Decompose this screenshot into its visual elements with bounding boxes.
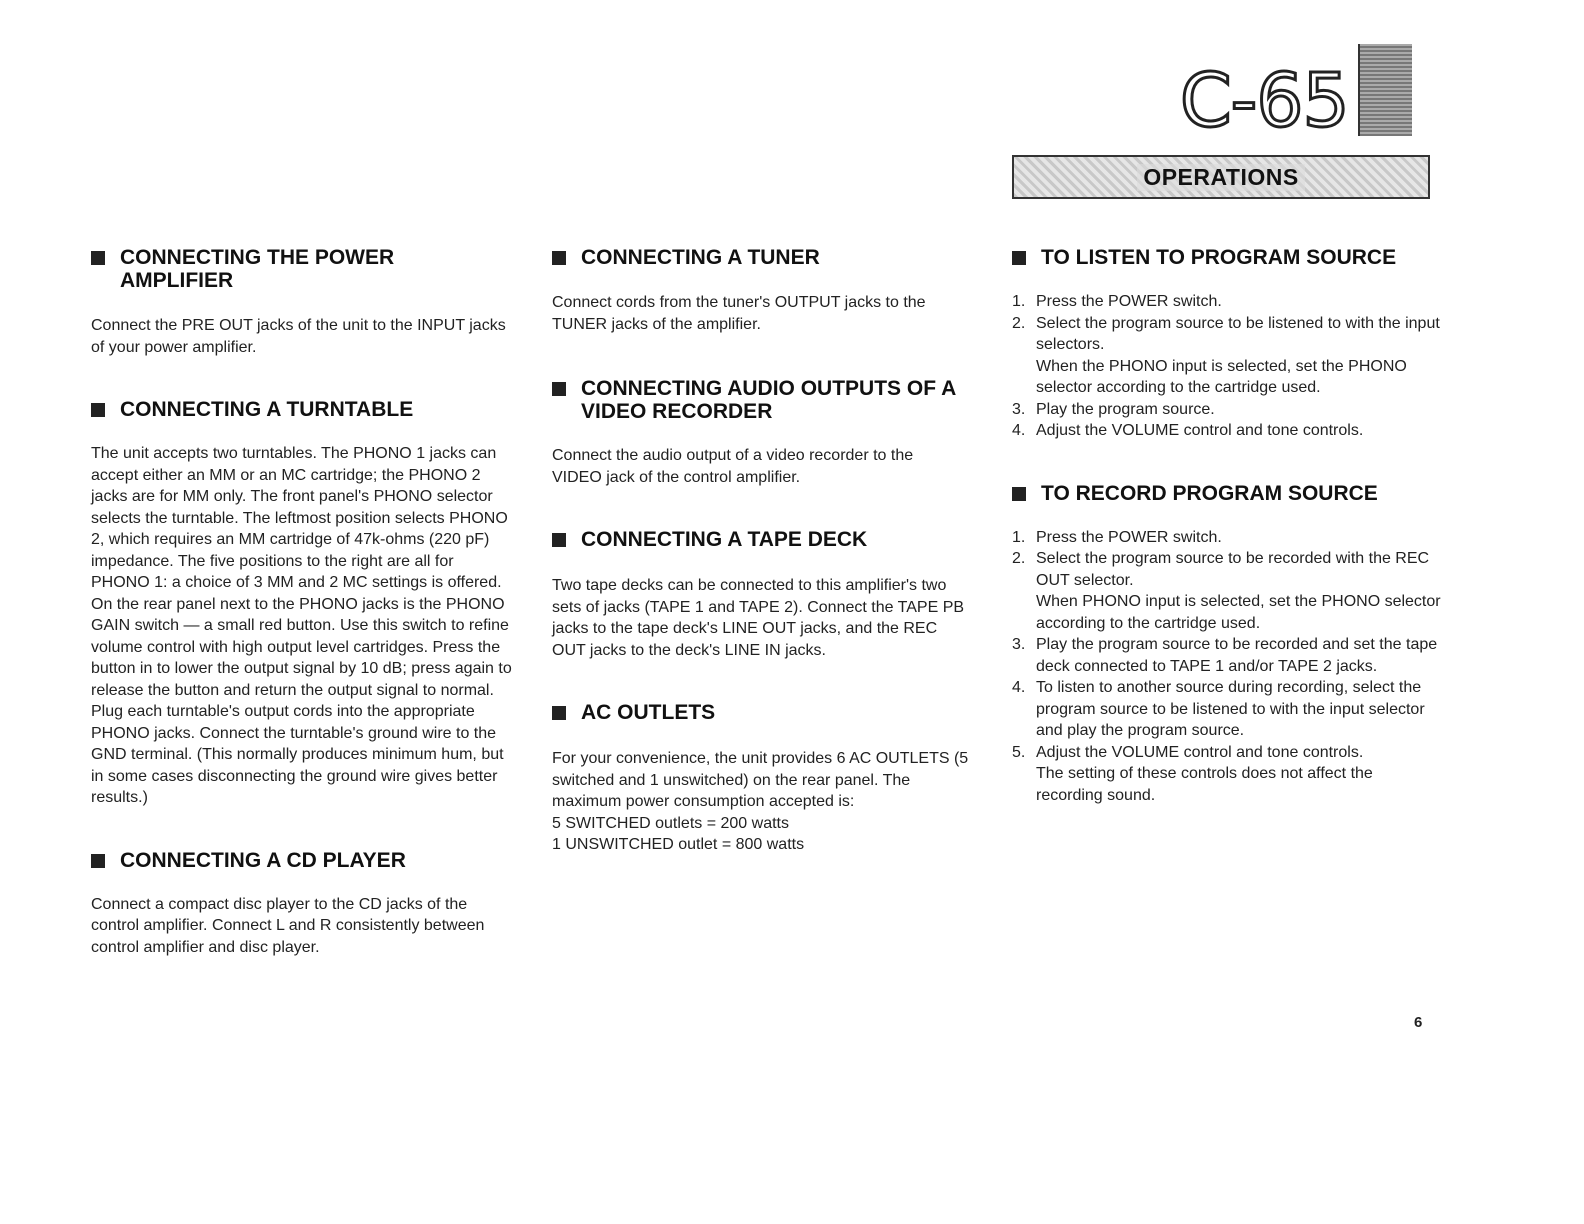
banner-label: OPERATIONS xyxy=(1137,164,1304,191)
section-title-cd-player: CONNECTING A CD PLAYER xyxy=(91,849,521,872)
ac-outlets-unswitched: 1 UNSWITCHED outlet = 800 watts xyxy=(552,836,805,853)
record-steps-list xyxy=(1012,527,1442,807)
section-title-video-recorder: CONNECTING AUDIO OUTPUTS OF A VIDEO RECORDER xyxy=(552,377,981,423)
section-title-power-amplifier: CONNECTING THE POWER AMPLIFIER xyxy=(91,246,450,292)
section-title-listen: TO LISTEN TO PROGRAM SOURCE xyxy=(1012,246,1442,269)
operations-banner xyxy=(1012,155,1430,199)
list-item: 1. Press the POWER switch. xyxy=(1012,293,1222,310)
column-left xyxy=(91,246,521,958)
c65-logo xyxy=(1180,44,1416,144)
logo-text: C-65 xyxy=(1180,58,1349,144)
list-item: 4. Adjust the VOLUME control and tone controls. xyxy=(1012,422,1364,439)
section-body-power-amplifier: Connect the PRE OUT jacks of the unit to the INPUT jacks of your power amplifier. xyxy=(91,317,506,356)
turntable-paragraph-2: On the rear panel next to the PHONO jacks is the PHONO GAIN switch — a small red button. Use this switch to refine volume control with high output level cartridges. Press the button in to lower the output signal by 10 dB; press again to release the button and return the output signal to normal. xyxy=(91,595,512,699)
section-body-video-recorder: Connect the audio output of a video recorder to the VIDEO jack of the control amplifier. xyxy=(552,447,914,486)
column-middle xyxy=(552,246,982,856)
logo-bar xyxy=(1358,44,1412,136)
section-title-turntable: CONNECTING A TURNTABLE xyxy=(91,398,521,421)
section-body-cd-player: Connect a compact disc player to the CD jacks of the control amplifier. Connect L and R consistently between control amplifier and disc player. xyxy=(91,895,485,956)
section-body-tape-deck: Two tape decks can be connected to this amplifier's two sets of jacks (TAPE 1 and TAPE 2). Connect the TAPE PB jacks to the tape deck's LINE OUT jacks, and the REC OUT jacks to the deck's LINE IN jacks. xyxy=(552,577,965,659)
list-item: 2. Select the program source to be recorded with the REC OUT selector. When PHONO input is selected, set the PHONO selector according to the cartridge used. xyxy=(1012,550,1441,632)
list-item: 1. Press the POWER switch. xyxy=(1012,528,1222,546)
turntable-paragraph-1: The unit accepts two turntables. The PHONO 1 jacks can accept either an MM or an MC cartridge; the PHONO 2 jacks are for MM only. The front panel's PHONO selector selects the turntable. The leftmost position selects PHONO 2, which requires an MM cartridge of 47k-ohms (220 pF) impedance. The five positions to the right are all for PHONO 1: a choice of 3 MM and 2 MC settings is offered. xyxy=(91,445,508,591)
list-item: 3. Play the program source. xyxy=(1012,400,1215,418)
list-item: 5. Adjust the VOLUME control and tone controls. The setting of these controls does not affect the recording sound. xyxy=(1012,743,1373,804)
section-body-tuner: Connect cords from the tuner's OUTPUT jacks to the TUNER jacks of the amplifier. xyxy=(552,294,926,333)
list-item: 3. Play the program source to be recorded and set the tape deck connected to TAPE 1 and/or TAPE 2 jacks. xyxy=(1012,636,1438,675)
listen-steps-list xyxy=(1012,291,1442,442)
section-body-ac-outlets: For your convenience, the unit provides 6 AC OUTLETS (5 switched and 1 unswitched) on the rear panel. The maximum power consumption accepted is: xyxy=(552,750,969,810)
turntable-paragraph-3: Plug each turntable's output cords into the appropriate PHONO jacks. Connect the turntable's ground wire to the GND terminal. (This normally produces minimum hum, but in some cases disconnecting the ground wire gives better results.) xyxy=(91,703,504,806)
ac-outlets-switched: 5 SWITCHED outlets = 200 watts xyxy=(552,814,789,832)
section-title-record: TO RECORD PROGRAM SOURCE xyxy=(1012,482,1442,505)
column-right xyxy=(1012,246,1442,806)
section-title-tuner: CONNECTING A TUNER xyxy=(552,246,982,269)
list-item: 2. Select the program source to be listened to with the input selectors. When the PHONO input is selected, set the PHONO selector according to the cartridge used. xyxy=(1012,314,1440,396)
list-item: 4. To listen to another source during recording, select the program source to be listened to with the input selector and play the program source. xyxy=(1012,679,1425,739)
section-title-tape-deck: CONNECTING A TAPE DECK xyxy=(552,528,982,551)
page-number: 6 xyxy=(1414,1014,1423,1031)
section-title-ac-outlets: AC OUTLETS xyxy=(552,701,982,724)
